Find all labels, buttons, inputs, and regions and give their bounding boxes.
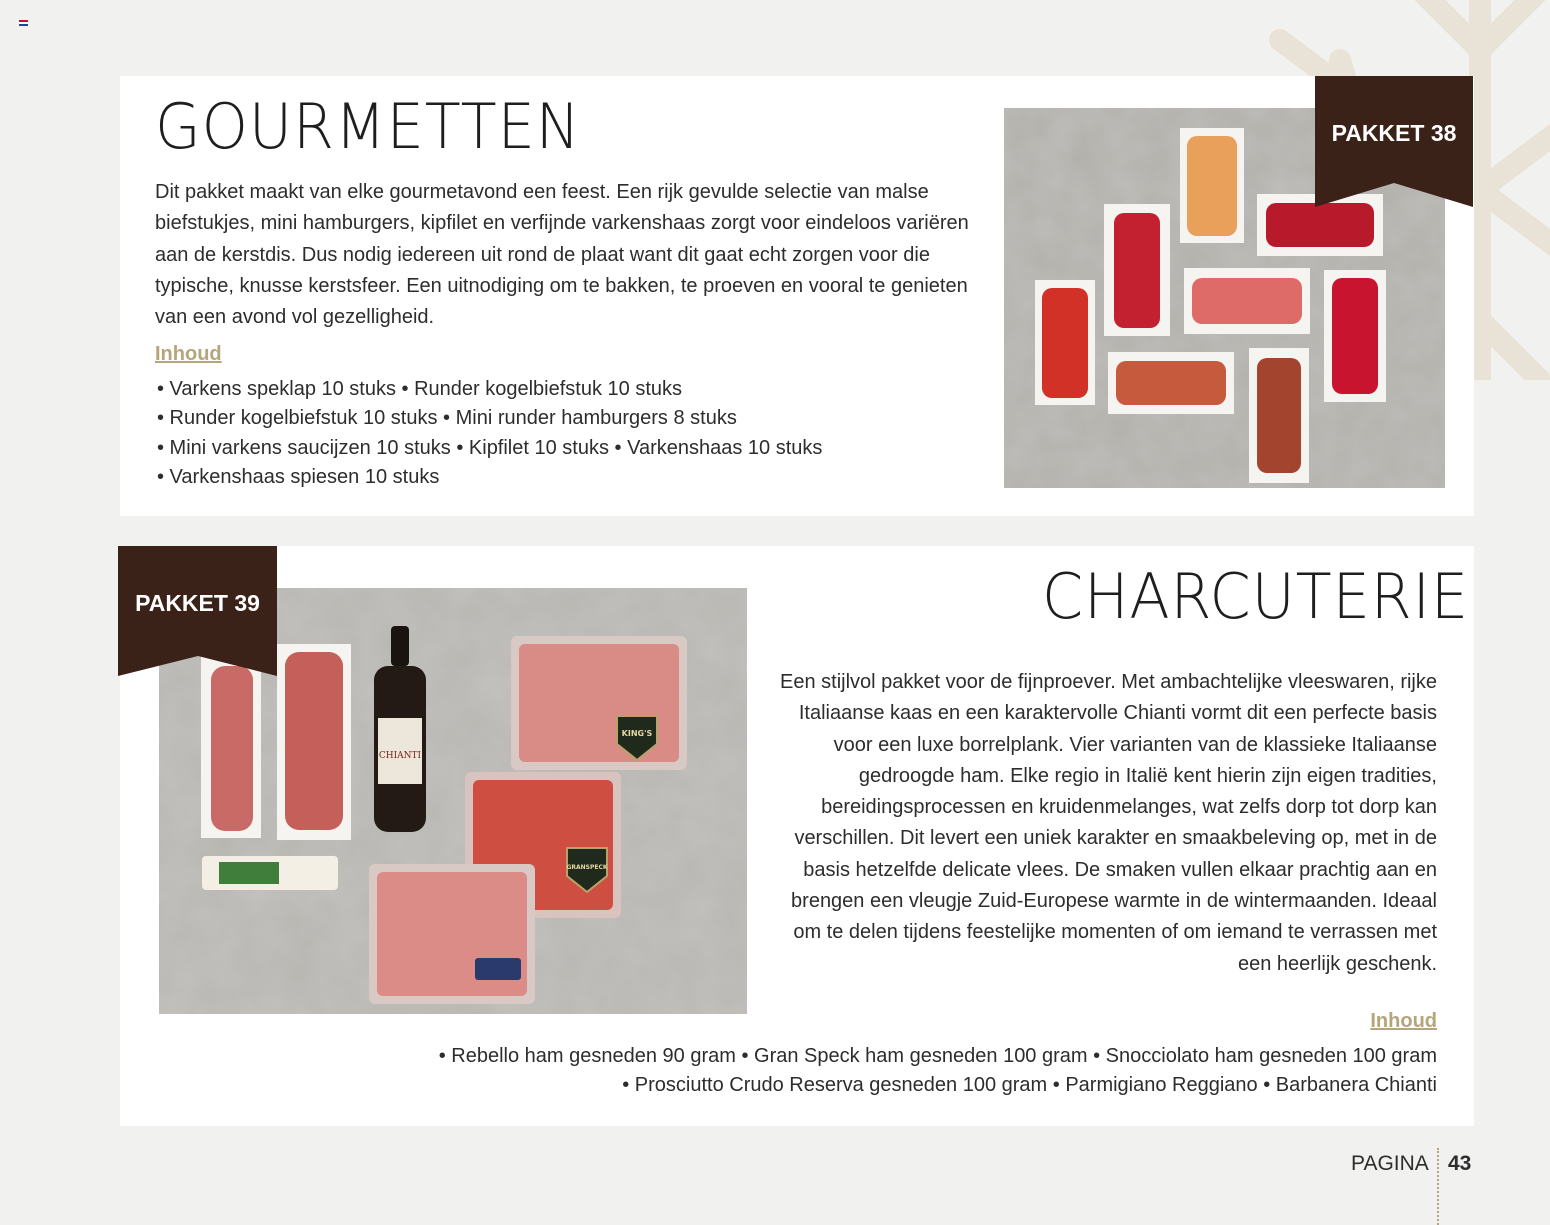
pakket-39-description: Een stijlvol pakket voor de fijnproever. Met ambachtelijke vleeswaren, rijke Italiaanse kaas en een karaktervolle Chianti vormt dit een perfecte basis voor een luxe borrelplank. Vier varianten van de klassieke Italiaanse gedroogde ham. Elke regio in Italië kent hierin zijn eigen tradities, bereidingsprocessen en kruidenmelanges, wat zelfs dorp tot dorp kan verschillen. Dit levert een uniek karakter en smaakbeleving op, met in de basis hetzelfde delicate vlees. De smaken vullen elkaar prachtig aan en brengen een vleugje Zuid-Europese warmte in de wintermaanden. Ideaal om te delen tijdens feestelijke momenten of om iemand te verrassen met een heerlijk geschenk. (780, 671, 1437, 975)
pakket-38-title: GOURMETTEN (155, 90, 581, 163)
granspeck-label-text: GRANSPECK (566, 864, 608, 871)
list-item: • Varkens speklap 10 stuks • Runder kogelbiefstuk 10 stuks (157, 378, 683, 400)
list-item: • Mini varkens saucijzen 10 stuks • Kipfilet 10 stuks • Varkenshaas 10 stuks (157, 436, 823, 459)
page-number: 43 (1448, 1152, 1472, 1175)
list-item: • Rebello ham gesneden 90 gram • Gran Speck ham gesneden 100 gram • Snocciolato ham gesneden 100 gram (438, 1045, 1437, 1067)
wine-label-text: CHIANTI (378, 751, 422, 761)
pakket-39-contents-heading[interactable]: Inhoud (1370, 1010, 1437, 1032)
page-label: PAGINA (1351, 1152, 1429, 1175)
kings-label-text: KING'S (621, 729, 653, 738)
pakket-38-description: Dit pakket maakt van elke gourmetavond een feest. Een rijk gevulde selectie van malse biefstukjes, mini hamburgers, kipfilet en verfijnde varkenshaas zorgt voor eindeloos variëren aan de kerstdis. Dus nodig iedereen uit rond de plaat want dit gaat echt zorgen voor die typische, knusse kerstsfeer. Een uitnodiging om te bakken, te proeven en vooral te genieten van een avond vol gezelligheid. (155, 181, 969, 329)
list-item: • Varkenshaas spiesen 10 stuks (157, 465, 440, 488)
pakket-38-badge-label: PAKKET 38 (1331, 120, 1457, 146)
page-divider (1437, 1148, 1439, 1225)
list-item: • Runder kogelbiefstuk 10 stuks • Mini runder hamburgers 8 stuks (157, 407, 737, 430)
list-item: • Prosciutto Crudo Reserva gesneden 100 gram • Parmigiano Reggiano • Barbanera Chianti (622, 1074, 1437, 1097)
pakket-39-contents-list (439, 1042, 1437, 1101)
pakket-38-contents-list (157, 375, 822, 492)
language-flag-icon[interactable] (19, 20, 28, 26)
pakket-39-badge (118, 546, 277, 676)
pakket-39-badge-label: PAKKET 39 (135, 590, 260, 616)
pakket-39-title: CHARCUTERIE (1042, 560, 1470, 633)
pakket-38-contents-heading[interactable]: Inhoud (155, 343, 222, 365)
pakket-38-badge (1315, 76, 1473, 207)
